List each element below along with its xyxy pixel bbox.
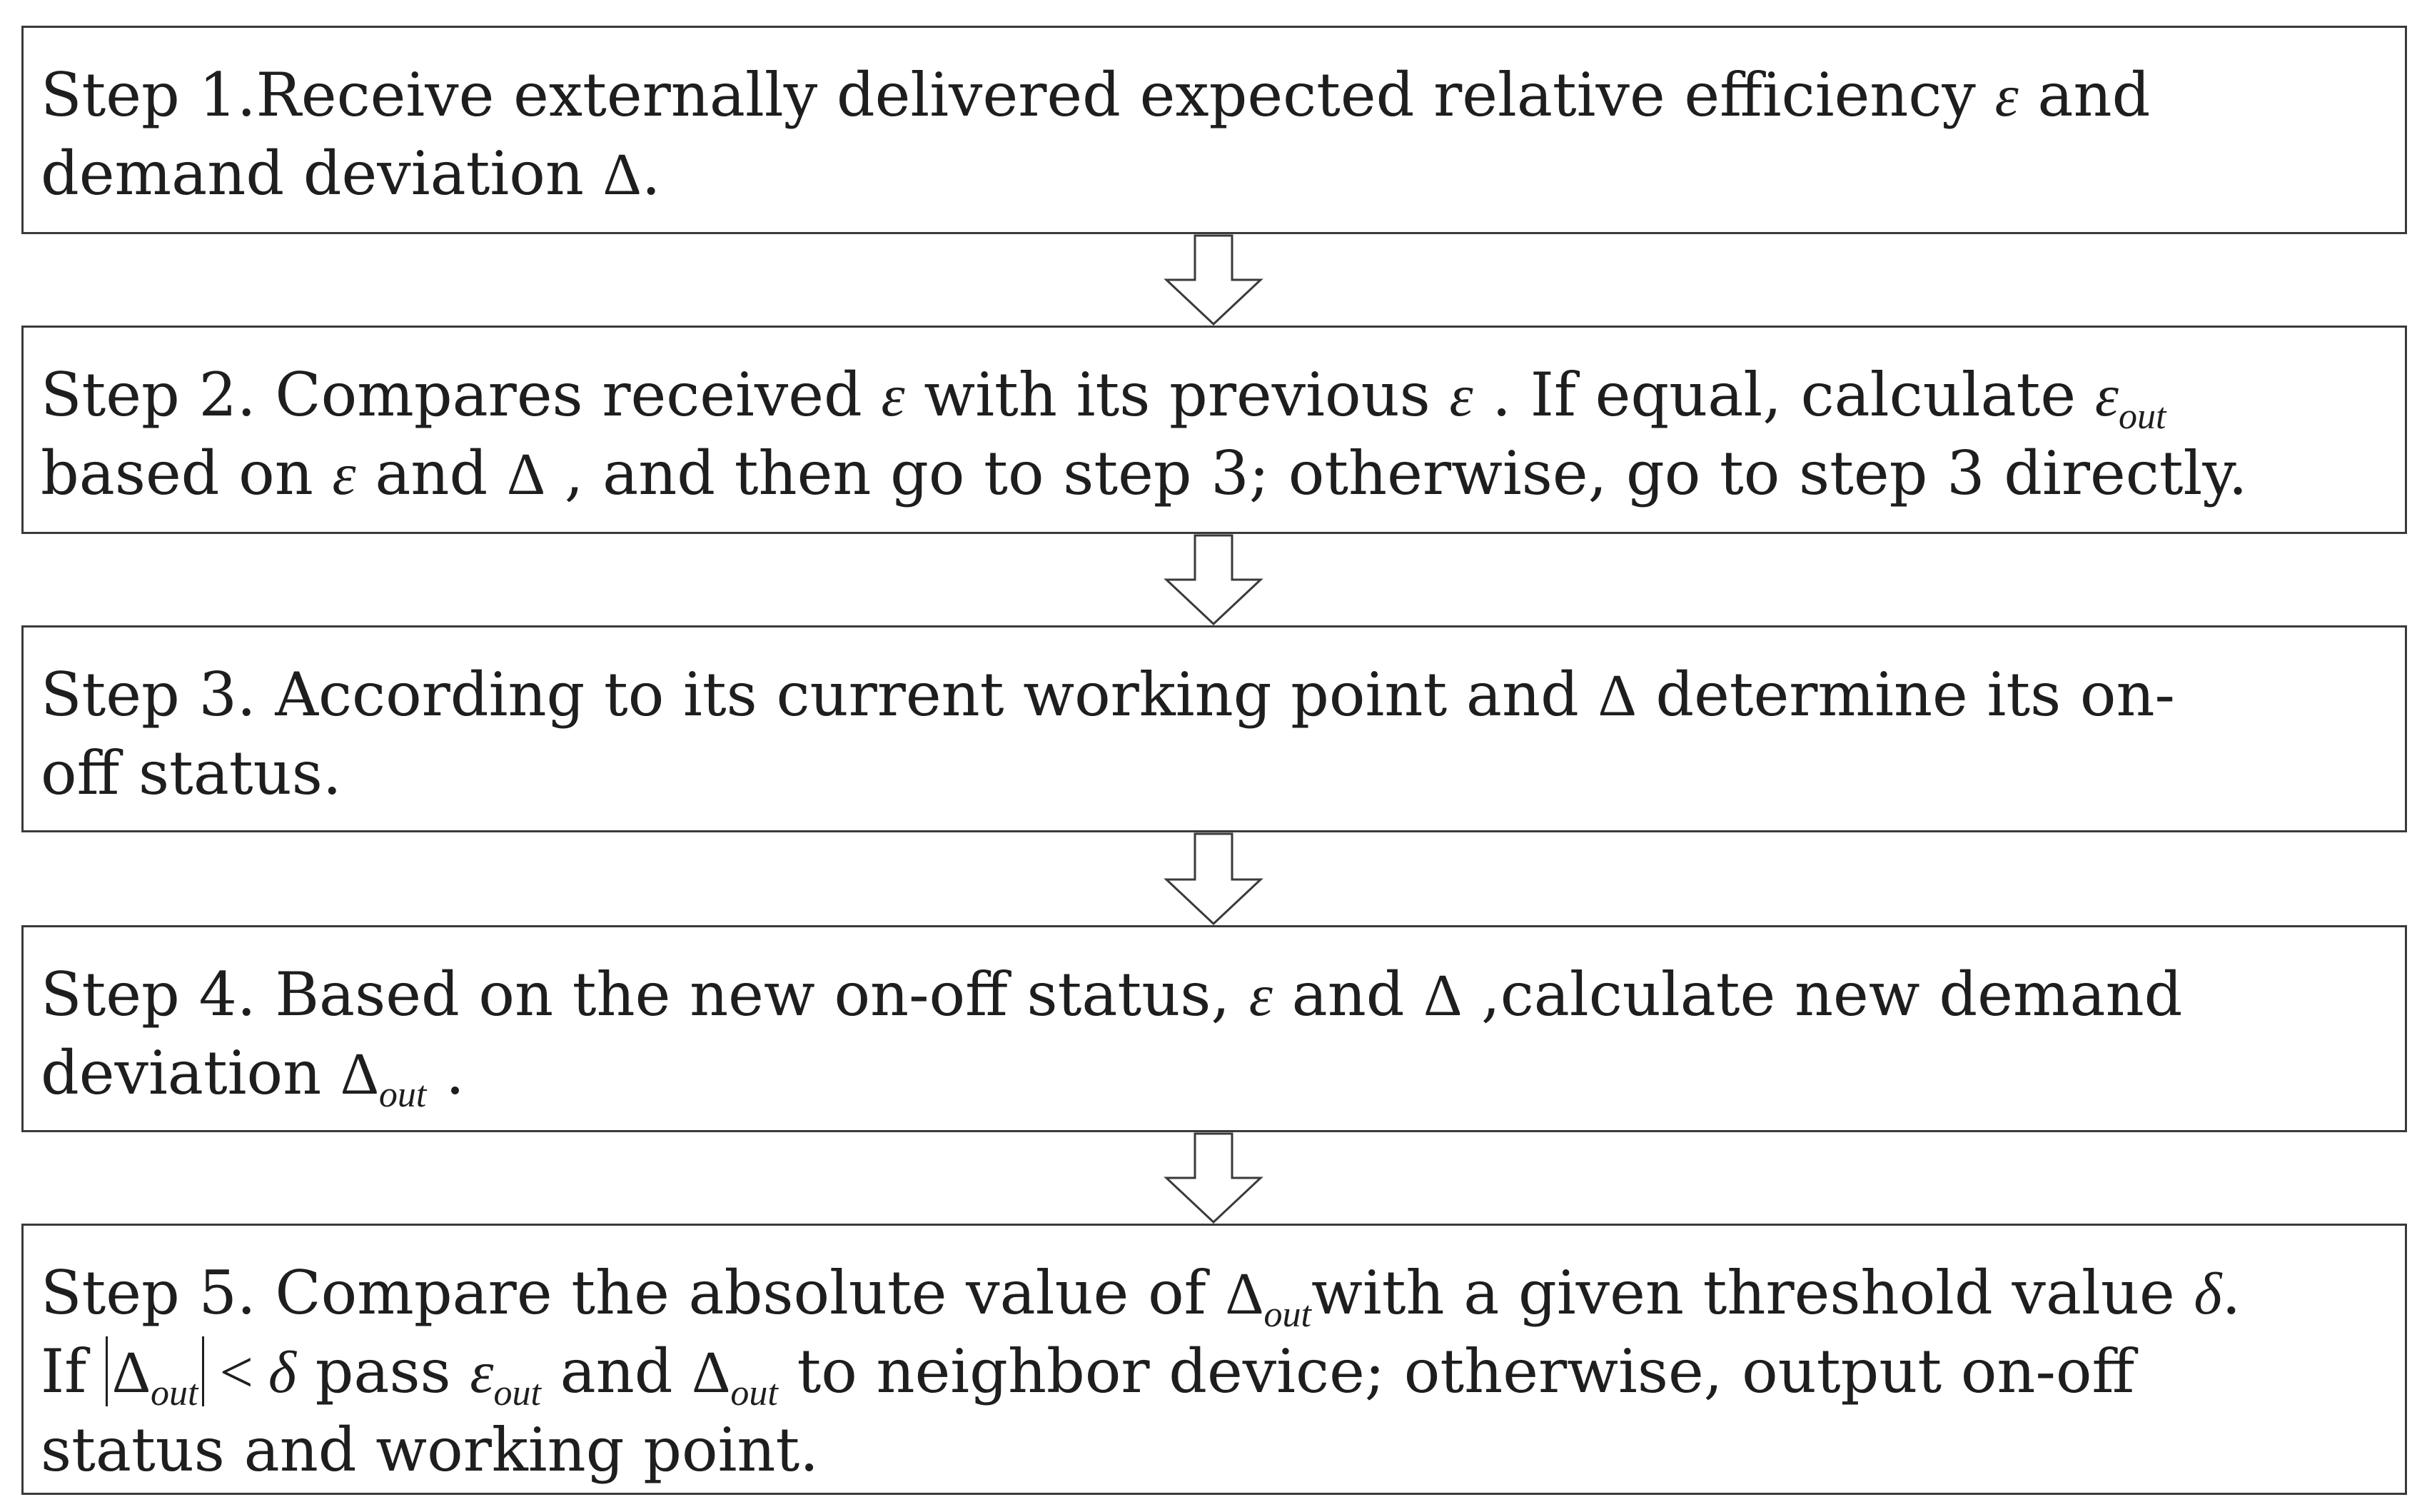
step-5-line-2: [41, 1333, 2388, 1411]
step-1-text: and: [2018, 60, 2151, 130]
step-5-text: Step 5. Compare the absolute value of: [41, 1258, 1226, 1328]
step-5-text: pass: [296, 1336, 470, 1406]
step-1-text: .: [641, 138, 661, 208]
step-5-text: to neighbor device; otherwise, output on-off: [777, 1336, 2135, 1406]
step-2-line-2: [41, 435, 2388, 513]
epsilon-symbol: ε: [1449, 363, 1473, 429]
step-2-line-1: [41, 356, 2388, 435]
out-subscript: out: [2118, 396, 2166, 437]
step-3-line-1: [41, 656, 2388, 735]
out-subscript: out: [1263, 1294, 1311, 1335]
delta-threshold-symbol: δ: [268, 1339, 296, 1406]
down-arrow-icon: [1164, 534, 1263, 625]
epsilon-symbol: ε: [1248, 962, 1273, 1029]
less-than-symbol: <: [204, 1339, 268, 1406]
step-4-box: [21, 925, 2407, 1132]
step-5-box: [21, 1224, 2407, 1495]
epsilon-symbol: ε: [881, 363, 905, 429]
delta-threshold-symbol: δ: [2194, 1261, 2222, 1327]
step-5-line-3: [41, 1411, 2388, 1488]
delta-symbol: Δ: [506, 441, 546, 508]
down-arrow-icon: [1164, 234, 1263, 326]
out-subscript: out: [378, 1074, 427, 1115]
absolute-value-expression: [106, 1336, 204, 1413]
step-2-box: [21, 326, 2407, 534]
step-5-text: with a given threshold value: [1311, 1258, 2194, 1328]
step-5-text: If: [41, 1336, 106, 1406]
step-2-text: and: [355, 438, 507, 508]
step-3-text: off status.: [41, 738, 342, 808]
out-subscript: out: [730, 1373, 778, 1413]
delta-out-symbol: Δ: [1225, 1261, 1264, 1327]
epsilon-out-symbol: ε: [2094, 363, 2119, 429]
out-subscript: out: [151, 1373, 198, 1413]
step-2-text: based on: [41, 438, 333, 508]
step-4-text: .: [426, 1038, 465, 1108]
delta-symbol: Δ: [1598, 662, 1637, 729]
step-3-box: [21, 625, 2407, 832]
step-5-text: and: [540, 1336, 692, 1406]
down-arrow-icon: [1164, 1132, 1263, 1224]
step-3-line-2: [41, 735, 2388, 812]
delta-out-symbol: Δ: [340, 1041, 379, 1107]
delta-out-symbol: Δ: [692, 1339, 731, 1406]
step-5-text: .: [2221, 1258, 2241, 1328]
step-5-text: status and working point.: [41, 1415, 819, 1485]
delta-symbol: Δ: [602, 141, 642, 208]
step-3-text: Step 3. According to its current working point and: [41, 660, 1598, 730]
step-4-line-1: [41, 956, 2388, 1034]
step-1-line-2: [41, 135, 2388, 213]
step-5-line-1: [41, 1254, 2388, 1333]
step-4-line-2: [41, 1034, 2388, 1113]
step-3-text: determine its on-: [1636, 660, 2175, 730]
step-2-text: . If equal, calculate: [1473, 360, 2095, 430]
step-4-text: Step 4. Based on the new on-off status,: [41, 959, 1249, 1029]
step-4-text: ,calculate new demand: [1462, 959, 2183, 1029]
step-4-text: and: [1272, 959, 1424, 1029]
out-subscript: out: [493, 1373, 541, 1413]
step-1-text: Step 1.Receive externally delivered expected relative efficiency: [41, 60, 1995, 130]
step-4-text: deviation: [41, 1038, 340, 1108]
step-2-text: with its previous: [904, 360, 1450, 430]
delta-out-symbol: Δ: [111, 1339, 151, 1406]
delta-symbol: Δ: [1423, 962, 1463, 1029]
step-1-box: [21, 26, 2407, 234]
step-2-text: , and then go to step 3; otherwise, go to step 3 directly.: [545, 438, 2248, 508]
epsilon-symbol: ε: [332, 441, 356, 508]
step-1-line-1: [41, 56, 2388, 135]
epsilon-symbol: ε: [1994, 63, 2019, 129]
step-2-text: Step 2. Compares received: [41, 360, 882, 430]
down-arrow-icon: [1164, 832, 1263, 925]
epsilon-out-symbol: ε: [470, 1339, 494, 1406]
step-1-text: demand deviation: [41, 138, 603, 208]
